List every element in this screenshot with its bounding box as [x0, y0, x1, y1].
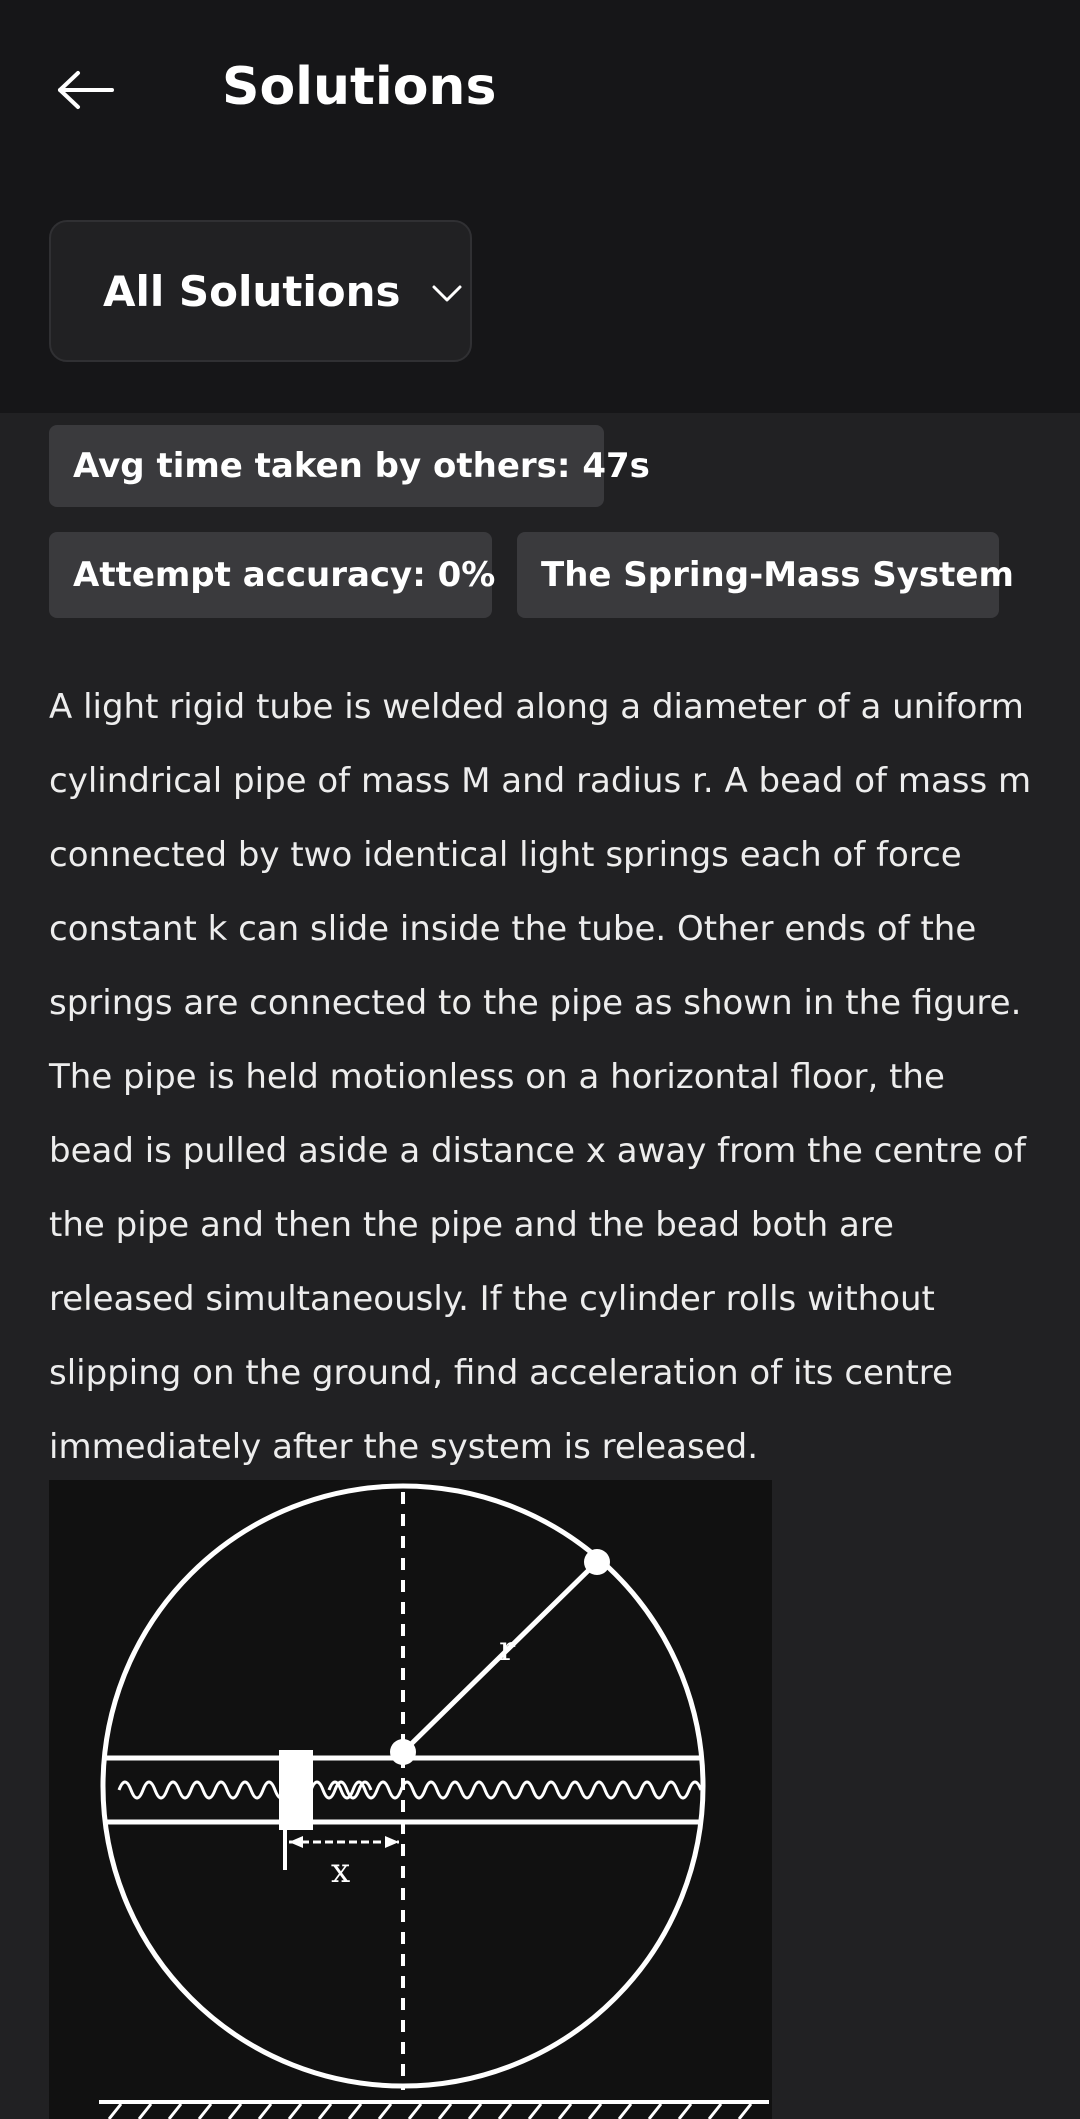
avg-time-badge: Avg time taken by others: 47s [49, 425, 604, 507]
page-title: Solutions [222, 57, 497, 117]
arrow-left-icon [56, 70, 116, 110]
chevron-down-icon [431, 284, 463, 304]
back-button[interactable] [46, 50, 126, 130]
topic-badge: The Spring-Mass System [517, 532, 999, 618]
top-bar [0, 0, 1080, 413]
accuracy-badge: Attempt accuracy: 0% [49, 532, 492, 618]
label-r: r [499, 1629, 516, 1669]
question-figure [49, 1480, 772, 2119]
label-x: x [331, 1851, 351, 1891]
solutions-filter-dropdown[interactable] [49, 220, 472, 362]
question-text: A light rigid tube is welded along a diameter of a uniform cylindrical pipe of mass M and radius r. A bead of mass m connected by two identical light springs each of force constant k can slide inside the tube. Other ends of the springs are connected to the pipe as shown in the figure. The pipe is held motionless on a horizontal floor, the bead is pulled aside a distance x away from the centre of the pipe and then the pipe and the bead both are released simultaneously. If the cylinder rolls without slipping on the ground, find acceleration of its centre immediately after the system is released. [49, 687, 1032, 1467]
dropdown-label: All Solutions [103, 266, 401, 316]
pipe-spring-diagram [49, 1480, 772, 2119]
